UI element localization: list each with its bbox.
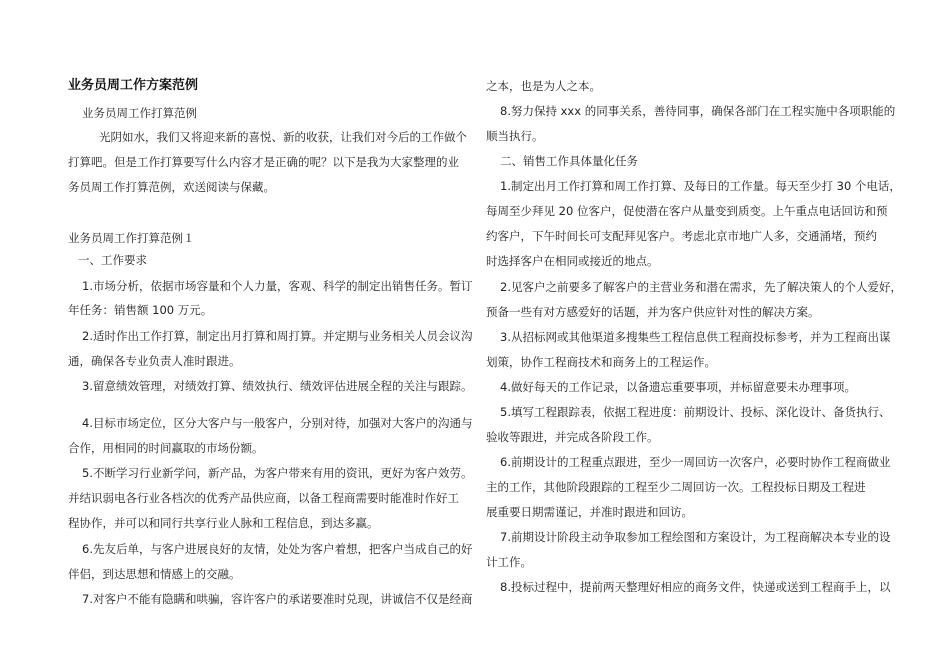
right-text-line: 主的工作，其他阶段跟踪的工程至少二周回访一次。工程投标日期及工程进 [486, 480, 866, 494]
right-text-line: 6.前期设计的工程重点跟进，至少一周回访一次客户，必要时协作工程商做业 [500, 455, 891, 469]
left-text-line: 业务员周工作打算范例１ [68, 231, 195, 245]
left-text-line: 5.不断学习行业新学问，新产品，为客户带来有用的资讯，更好为客户效劳。 [82, 466, 473, 480]
left-text-line: 并结识弱电各行业各档次的优秀产品供应商，以备工程商需要时能准时作好工 [68, 491, 459, 505]
right-text-line: 7.前期设计阶段主动争取参加工程绘图和方案设计，为工程商解决本专业的设 [500, 530, 891, 544]
right-text-line: 8.努力保持 xxx 的同事关系，善待同事，确保各部门在工程实施中各项职能的 [500, 104, 896, 118]
left-text-line: 打算吧。但是工作打算要写什么内容才是正确的呢？以下是我为大家整理的业 [68, 155, 459, 169]
right-text-line: 4.做好每天的工作记录，以备遗忘重要事项，并标留意要未办理事项。 [500, 380, 856, 394]
left-text-line: 务员周工作打算范例，欢送阅读与保藏。 [68, 180, 275, 194]
right-text-line: 5.填写工程跟踪表，依据工程进度：前期设计、投标、深化设计、备货执行、 [500, 405, 891, 419]
right-text-line: 验收等跟进，并完成各阶段工作。 [486, 430, 659, 444]
right-text-line: 约客户，下午时间长可支配拜见客户。考虑北京市地广人多，交通涌堵，预约 [486, 229, 877, 243]
right-text-line: 二、销售工作具体量化任务 [500, 154, 638, 168]
right-text-line: 8.投标过程中，提前两天整理好相应的商务文件，快递或送到工程商手上，以 [500, 580, 891, 594]
right-text-line: 计工作。 [486, 555, 532, 569]
left-text-line: 1.市场分析，依据市场容量和个人力量，客观、科学的制定出销售任务。暂订 [82, 279, 473, 293]
right-text-line: 预备一些有对方感爱好的话题，并为客户供应针对性的解决方案。 [486, 305, 820, 319]
right-text-line: 顺当执行。 [486, 129, 544, 143]
left-text-line: 7.对客户不能有隐瞒和哄骗，容许客户的承诺要准时兑现，讲诚信不仅是经商 [82, 592, 473, 606]
left-text-line: 合作，用相同的时间赢取的市场份额。 [68, 441, 264, 455]
left-text-line: 2.适时作出工作打算，制定出月打算和周打算。并定期与业务相关人员会议沟 [82, 329, 473, 343]
left-text-line: 伴侣，到达思想和情感上的交融。 [68, 567, 241, 581]
document-title: 业务员周工作方案范例 [68, 78, 199, 93]
right-text-line: 3.从招标网或其他渠道多搜集些工程信息供工程商投标参考，并为工程商出谋 [500, 330, 891, 344]
left-text-line: 一、工作要求 [78, 253, 147, 267]
left-text-line: 光阴如水，我们又将迎来新的喜悦、新的收获，让我们对今后的工作做个 [99, 130, 467, 144]
right-text-line: 划策，协作工程商技术和商务上的工程运作。 [486, 355, 716, 369]
left-text-line: 3.留意绩效管理，对绩效打算、绩效执行、绩效评估进展全程的关注与跟踪。 [82, 379, 473, 393]
right-text-line: 每周至少拜见 20 位客户，促使潜在客户从量变到质变。上午重点电话回访和预 [486, 204, 888, 218]
right-text-line: 时选择客户在相同或接近的地点。 [486, 254, 659, 268]
left-text-line: 通，确保各专业负责人准时跟进。 [68, 354, 241, 368]
right-text-line: 展重要日期需谨记，并准时跟进和回访。 [486, 505, 693, 519]
right-text-line: 之本，也是为人之本。 [486, 79, 601, 93]
right-text-line: 2.见客户之前要多了解客户的主营业务和潜在需求，先了解决策人的个人爱好， [500, 280, 902, 294]
right-text-line: 1.制定出月工作打算和周工作打算、及每日的工作量。每天至少打 30 个电话， [500, 179, 901, 193]
left-text-line: 6.先友后单，与客户进展良好的友情，处处为客户着想，把客户当成自己的好 [82, 542, 473, 556]
left-text-line: 年任务：销售额 100 万元。 [68, 303, 213, 317]
left-text-line: 程协作，并可以和同行共享行业人脉和工程信息，到达多赢。 [68, 516, 379, 530]
left-text-line: 4.目标市场定位，区分大客户与一般客户，分别对待，加强对大客户的沟通与 [82, 416, 473, 430]
left-text-line: 业务员周工作打算范例 [82, 106, 197, 120]
